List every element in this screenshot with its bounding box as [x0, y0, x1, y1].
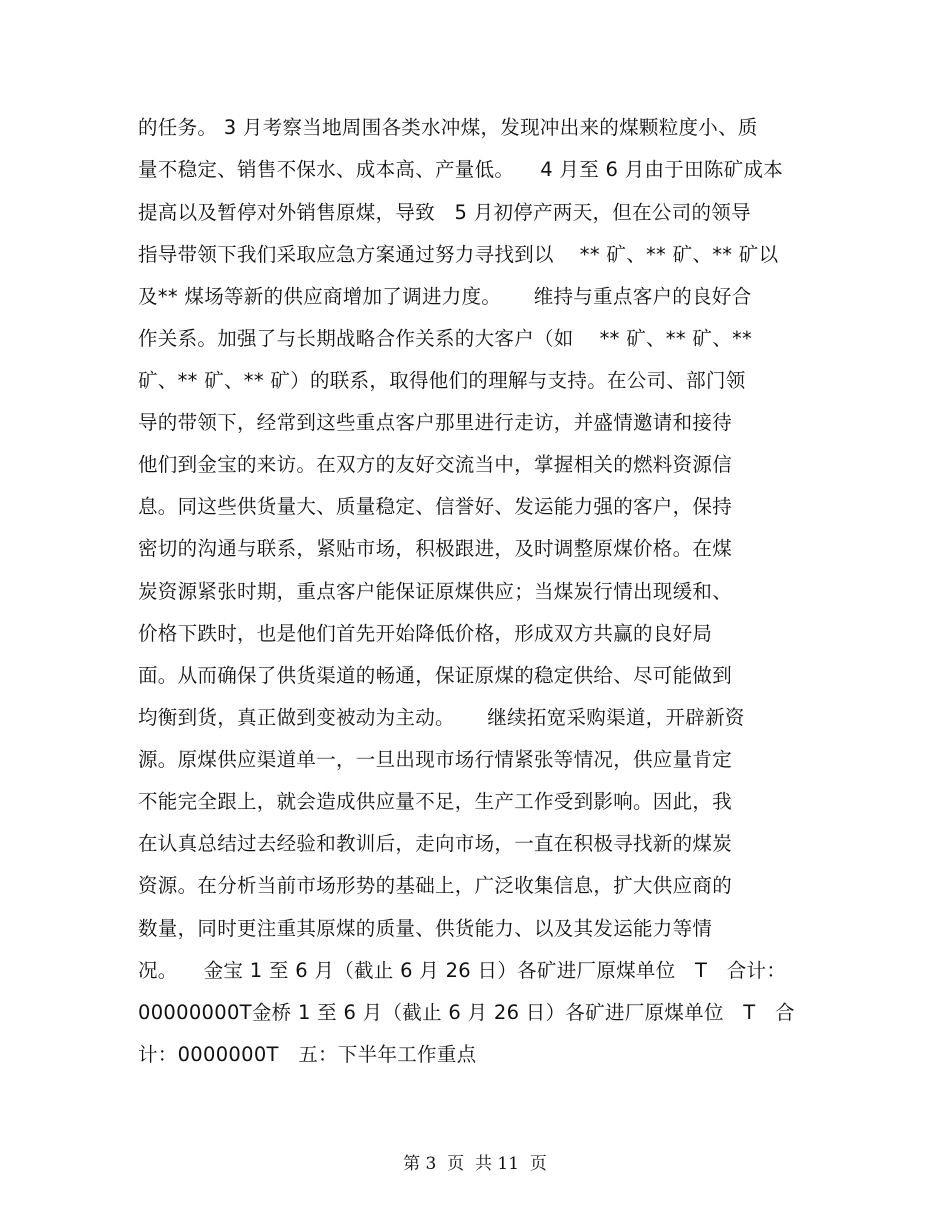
- body-text-line: 价格下跌时，也是他们首先开始降低价格，形成双方共赢的良好局: [138, 622, 713, 645]
- body-text-line: 资源。在分析当前市场形势的基础上，广泛收集信息，扩大供应商的: [138, 874, 733, 897]
- body-text-line: 的任务。 3 月考察当地周围各类水冲煤，发现冲出来的煤颗粒度小、质: [138, 116, 758, 139]
- body-text-line: 提高以及暂停对外销售原煤，导致 5 月初停产两天，但在公司的领导: [138, 201, 751, 224]
- body-text-line: 矿、** 矿、** 矿）的联系，取得他们的理解与支持。在公司、部门领: [138, 369, 746, 392]
- body-text-line: 密切的沟通与联系，紧贴市场，积极跟进，及时调整原煤价格。在煤: [138, 537, 733, 560]
- body-text-line: 00000000T金桥 1 至 6 月（截止 6 月 26 日）各矿进厂原煤单位 T 合: [138, 1001, 795, 1024]
- page-number-footer: 第 3 页 共 11 页: [403, 1154, 547, 1174]
- body-text-line: 均衡到货，真正做到变被动为主动。 继续拓宽采购渠道，开辟新资: [138, 706, 745, 729]
- body-text-line: 在认真总结过去经验和教训后，走向市场，一直在积极寻找新的煤炭: [138, 832, 733, 855]
- body-text-line: 作关系。加强了与长期战略合作关系的大客户（如 ** 矿、** 矿、**: [138, 327, 753, 350]
- body-text-line: 导的带领下，经常到这些重点客户那里进行走访，并盛情邀请和接待: [138, 411, 733, 434]
- body-text-line: 数量，同时更注重其原煤的质量、供货能力、以及其发运能力等情: [138, 917, 713, 940]
- body-text-line: 及** 煤场等新的供应商增加了调进力度。 维持与重点客户的良好合: [138, 285, 752, 308]
- body-text-line: 面。从而确保了供货渠道的畅通，保证原煤的稳定供给、尽可能做到: [138, 664, 733, 687]
- body-text-line: 量不稳定、销售不保水、成本高、产量低。 4 月至 6 月由于田陈矿成本: [138, 158, 784, 181]
- body-text-line: 炭资源紧张时期，重点客户能保证原煤供应；当煤炭行情出现缓和、: [138, 580, 733, 603]
- body-text-line: 不能完全跟上，就会造成供应量不足，生产工作受到影响。因此，我: [138, 790, 733, 813]
- body-text-line: 息。同这些供货量大、质量稳定、信誉好、发运能力强的客户，保持: [138, 495, 733, 518]
- body-text-line: 源。原煤供应渠道单一，一旦出现市场行情紧张等情况，供应量肯定: [138, 748, 733, 771]
- body-text-line: 况。 金宝 1 至 6 月（截止 6 月 26 日）各矿进厂原煤单位 T 合计：: [138, 959, 787, 982]
- body-text-line: 他们到金宝的来访。在双方的友好交流当中，掌握相关的燃料资源信: [138, 453, 733, 476]
- body-text-line: 计：0000000T 五：下半年工作重点: [138, 1043, 477, 1066]
- body-text-line: 指导带领下我们采取应急方案通过努力寻找到以 ** 矿、** 矿、** 矿以: [138, 243, 779, 266]
